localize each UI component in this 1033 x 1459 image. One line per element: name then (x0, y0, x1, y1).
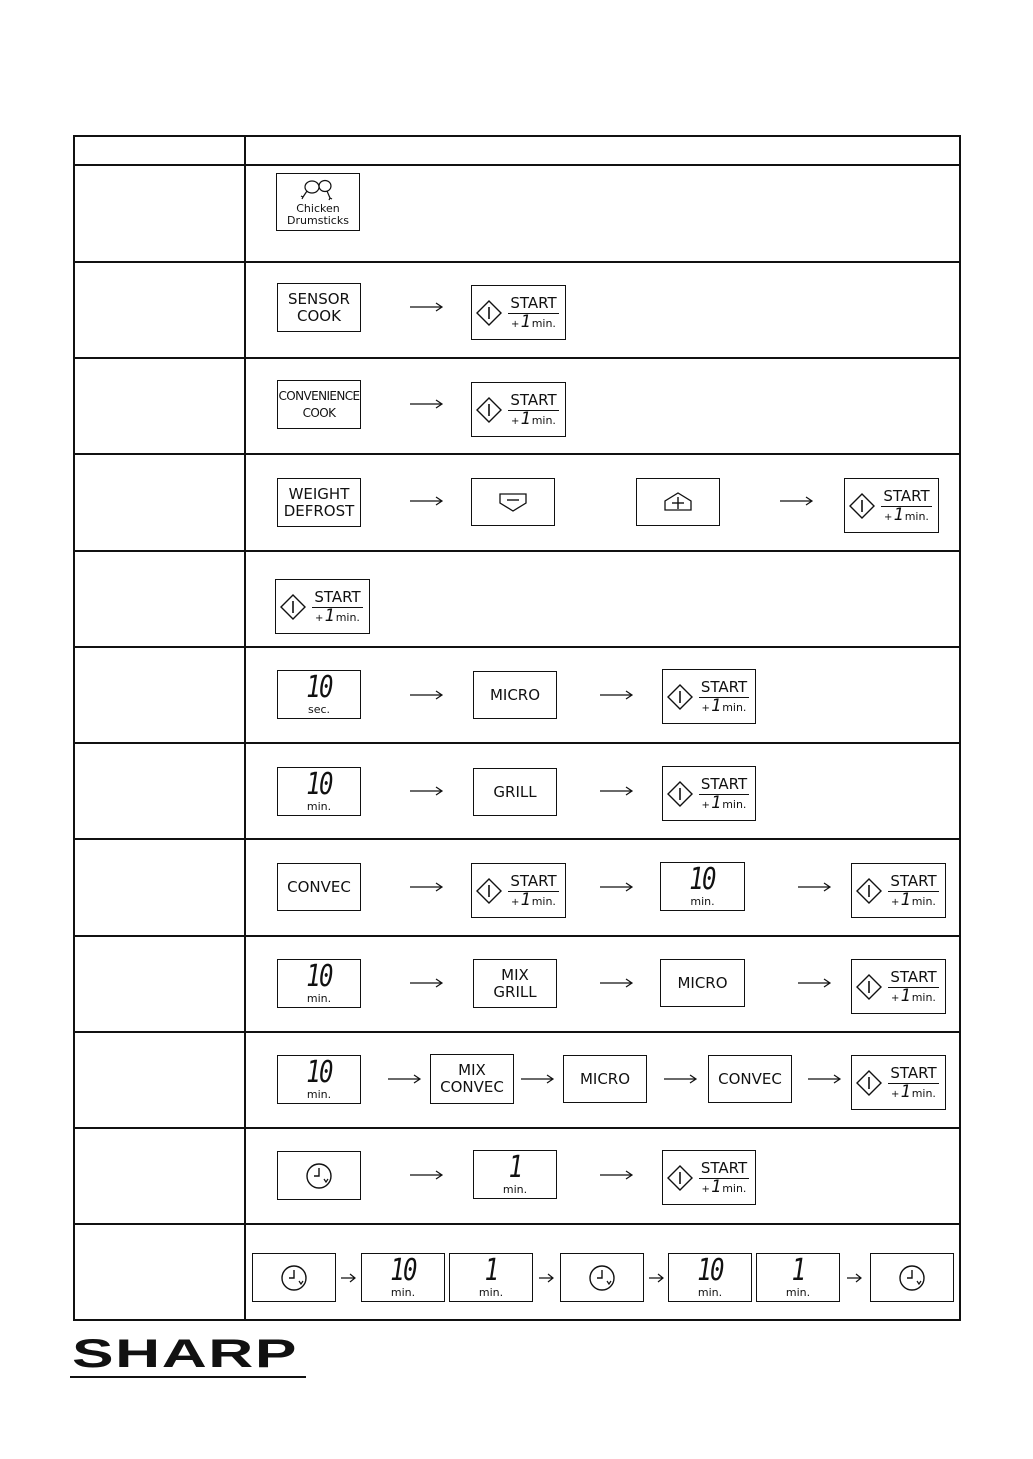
min-label: min. (911, 990, 936, 1004)
min-label: min. (531, 316, 556, 330)
right-arrow-icon (600, 689, 634, 701)
start-label: START (510, 871, 557, 890)
min-label: min. (722, 700, 747, 714)
min-label: min. (390, 1286, 416, 1299)
plus-label: + (891, 992, 900, 1004)
one-min-key[interactable] (473, 1150, 557, 1199)
start-diamond-icon (476, 300, 502, 326)
clock-key[interactable] (560, 1253, 644, 1302)
ten-digits: 10 (306, 767, 332, 802)
convec-label: CONVEC (287, 877, 351, 896)
up-arrow-plus-icon (661, 491, 695, 513)
chicken-drumsticks-key[interactable] (276, 173, 360, 231)
clock-icon (280, 1264, 308, 1292)
one-label: 1 (710, 792, 722, 813)
sharp-logo (70, 1333, 306, 1379)
one-min-key[interactable] (756, 1253, 840, 1302)
mix-convec-key[interactable] (430, 1054, 514, 1104)
convec-label: CONVEC (718, 1069, 782, 1088)
micro-key[interactable] (660, 959, 745, 1007)
down-arrow-minus-icon (496, 491, 530, 513)
one-label: 1 (900, 889, 911, 910)
start-diamond-icon (280, 594, 306, 620)
right-arrow-icon (410, 785, 444, 797)
start-button[interactable] (275, 579, 370, 634)
right-arrow-icon (410, 881, 444, 893)
start-button[interactable] (662, 669, 756, 724)
start-button[interactable] (662, 1150, 756, 1205)
plus-label: + (701, 702, 710, 714)
start-diamond-icon (856, 974, 882, 1000)
min-label: min. (722, 1181, 747, 1195)
min-label: min. (904, 509, 929, 523)
one-label: 1 (900, 1081, 911, 1102)
ten-min-key[interactable] (277, 959, 361, 1008)
plus-label: + (701, 1183, 710, 1195)
grill-label: GRILL (493, 782, 537, 801)
plus-label: + (315, 612, 324, 624)
ten-min-key[interactable] (668, 1253, 752, 1302)
one-label: 1 (710, 1176, 722, 1197)
convec-key[interactable] (708, 1055, 792, 1103)
plus-label: + (701, 799, 710, 811)
start-button[interactable] (471, 863, 566, 918)
ten-min-key[interactable] (361, 1253, 445, 1302)
sensor-cook-key[interactable] (277, 283, 361, 332)
ten-digits: 10 (689, 862, 716, 897)
up-key[interactable] (636, 478, 720, 526)
ten-digits: 10 (306, 670, 332, 705)
mix-grill-key[interactable] (473, 959, 557, 1008)
start-label: START (700, 774, 748, 793)
start-label: START (510, 293, 557, 312)
start-label: START (890, 1063, 937, 1082)
min-label: min. (690, 895, 715, 908)
right-arrow-icon (600, 1169, 634, 1181)
right-arrow-icon (521, 1073, 555, 1085)
start-label: START (883, 486, 930, 505)
right-arrow-icon (600, 785, 634, 797)
mix-convec-label: MIX CONVEC (440, 1061, 504, 1096)
right-arrow-icon (600, 977, 634, 989)
ten-digits: 10 (390, 1253, 416, 1288)
right-arrow-icon (410, 1169, 444, 1181)
min-label: min. (478, 1286, 504, 1299)
clock-key[interactable] (870, 1253, 954, 1302)
convec-key[interactable] (277, 863, 361, 911)
min-label: min. (306, 992, 332, 1005)
ten-min-key[interactable] (277, 1055, 361, 1104)
right-arrow-icon (649, 1272, 665, 1284)
table-row (75, 164, 959, 262)
ten-min-key[interactable] (660, 862, 745, 911)
one-digit: 1 (791, 1253, 805, 1288)
start-diamond-icon (667, 684, 693, 710)
start-diamond-icon (849, 493, 875, 519)
start-label: START (314, 587, 361, 606)
right-arrow-icon (808, 1073, 842, 1085)
min-label: min. (531, 894, 556, 908)
chicken-drumstick-icon (300, 177, 336, 203)
convenience-cook-key[interactable] (277, 380, 361, 429)
start-diamond-icon (667, 1165, 693, 1191)
right-arrow-icon (798, 881, 832, 893)
one-label: 1 (710, 695, 722, 716)
start-button[interactable] (851, 1055, 946, 1110)
start-button[interactable] (471, 382, 566, 437)
right-arrow-icon (410, 398, 444, 410)
right-arrow-icon (780, 495, 814, 507)
start-label: START (890, 967, 937, 986)
start-button[interactable] (662, 766, 756, 821)
ten-digits: 10 (306, 1055, 332, 1090)
ten-sec-key[interactable] (277, 670, 361, 719)
min-label: min. (306, 1088, 332, 1101)
clock-key[interactable] (277, 1151, 361, 1200)
sec-label: sec. (307, 703, 331, 716)
micro-label: MICRO (489, 685, 541, 704)
weight-defrost-key[interactable] (277, 478, 361, 527)
one-label: 1 (520, 408, 531, 429)
min-label: min. (785, 1286, 811, 1299)
clock-icon (305, 1162, 333, 1190)
start-diamond-icon (856, 878, 882, 904)
right-arrow-icon (388, 1073, 422, 1085)
min-label: min. (911, 1086, 936, 1100)
one-label: 1 (520, 311, 531, 332)
plus-label: + (511, 415, 520, 427)
min-label: min. (502, 1183, 528, 1196)
right-arrow-icon (798, 977, 832, 989)
plus-label: + (891, 1088, 900, 1100)
down-key[interactable] (471, 478, 555, 526)
drumsticks-label: Drumsticks (287, 214, 349, 227)
plus-label: + (891, 896, 900, 908)
min-label: min. (697, 1286, 723, 1299)
plus-label: + (884, 511, 893, 523)
right-arrow-icon (600, 881, 634, 893)
plus-label: + (511, 896, 520, 908)
right-arrow-icon (410, 495, 444, 507)
start-button[interactable] (844, 478, 939, 533)
convenience-cook-label: CONVENIENCE COOK (278, 388, 360, 420)
one-label: 1 (893, 504, 904, 525)
start-diamond-icon (667, 781, 693, 807)
ten-digits: 10 (306, 959, 332, 994)
chicken-label: Chicken (296, 202, 340, 215)
plus-label: + (511, 318, 520, 330)
one-digit: 1 (484, 1253, 498, 1288)
right-arrow-icon (341, 1272, 357, 1284)
one-label: 1 (324, 605, 335, 626)
sensor-cook-label: SENSOR COOK (288, 289, 350, 325)
start-diamond-icon (476, 878, 502, 904)
start-button[interactable] (851, 959, 946, 1014)
mix-grill-label: MIX GRILL (493, 965, 537, 1001)
micro-label: MICRO (579, 1069, 631, 1088)
clock-icon (588, 1264, 616, 1292)
min-label: min. (335, 610, 360, 624)
brand-name: SHARP (72, 1333, 298, 1376)
start-button[interactable] (471, 285, 566, 340)
right-arrow-icon (664, 1073, 698, 1085)
right-arrow-icon (847, 1272, 863, 1284)
min-label: min. (722, 797, 747, 811)
min-label: min. (911, 894, 936, 908)
start-label: START (700, 1158, 748, 1177)
ten-min-key[interactable] (277, 767, 361, 816)
start-label: START (510, 390, 557, 409)
one-label: 1 (520, 889, 531, 910)
start-diamond-icon (476, 397, 502, 423)
start-label: START (700, 677, 748, 696)
one-label: 1 (900, 985, 911, 1006)
right-arrow-icon (410, 301, 444, 313)
start-label: START (890, 871, 937, 890)
clock-icon (898, 1264, 926, 1292)
right-arrow-icon (410, 689, 444, 701)
right-arrow-icon (410, 977, 444, 989)
micro-key[interactable] (563, 1055, 647, 1103)
start-button[interactable] (851, 863, 946, 918)
one-digit: 1 (508, 1150, 522, 1185)
table-row (75, 550, 959, 648)
grill-key[interactable] (473, 768, 557, 816)
micro-label: MICRO (677, 973, 728, 992)
ten-digits: 10 (697, 1253, 723, 1288)
clock-key[interactable] (252, 1253, 336, 1302)
start-diamond-icon (856, 1070, 882, 1096)
right-arrow-icon (539, 1272, 555, 1284)
micro-key[interactable] (473, 671, 557, 719)
min-label: min. (531, 413, 556, 427)
one-min-key[interactable] (449, 1253, 533, 1302)
weight-defrost-label: WEIGHT DEFROST (283, 484, 355, 520)
min-label: min. (306, 800, 332, 813)
